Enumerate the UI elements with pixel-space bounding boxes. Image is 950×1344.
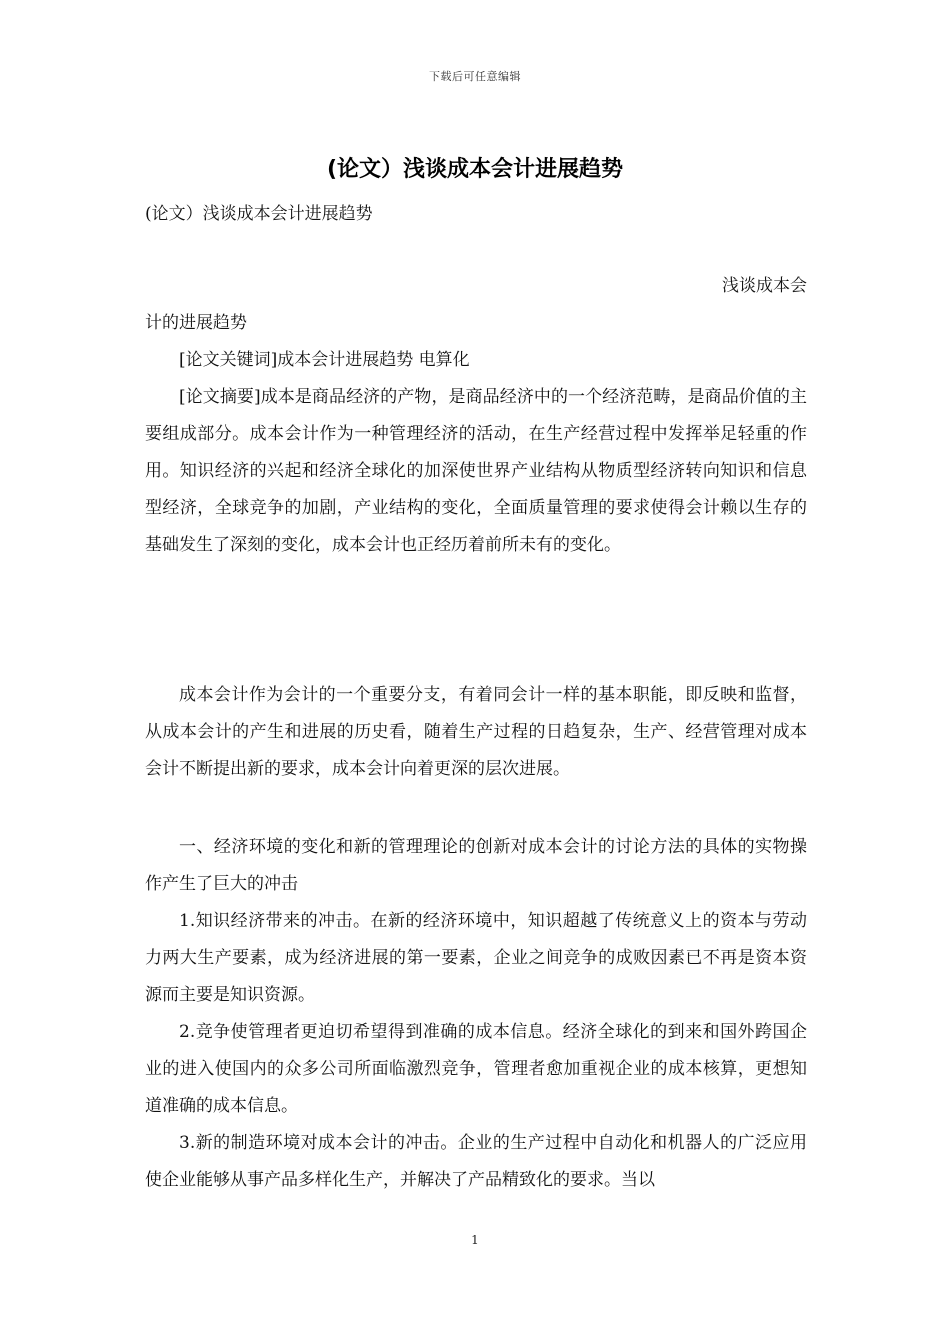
point-one-paragraph: 1.知识经济带来的冲击。在新的经济环境中，知识超越了传统意义上的资本与劳动力两大生产要素，成为经济进展的第一要素，企业之间竞争的成败因素已不再是资本资源而主要是知识资源。 bbox=[145, 911, 807, 1005]
intro-paragraph: 成本会计作为会计的一个重要分支，有着同会计一样的基本职能，即反映和监督，从成本会计的产生和进展的历史看，随着生产过程的日趋复杂，生产、经营管理对成本会计不断提出新的要求，成本会计向着更深的层次进展。 bbox=[145, 685, 807, 779]
right-aligned-heading: 浅谈成本会 bbox=[722, 276, 807, 296]
document-title: (论文）浅谈成本会计进展趋势 bbox=[326, 157, 624, 182]
heading-continuation: 计的进展趋势 bbox=[145, 313, 247, 333]
abstract-paragraph: [论文摘要]成本是商品经济的产物，是商品经济中的一个经济范畴，是商品价值的主要组成部分。成本会计作为一种管理经济的活动，在生产经营过程中发挥举足轻重的作用。知识经济的兴起和经济全球化的加深使世界产业结构从物质型经济转向知识和信息型经济，全球竞争的加剧，产业结构的变化，全面质量管理的要求使得会计赖以生存的基础发生了深刻的变化，成本会计也正经历着前所未有的变化。 bbox=[145, 387, 807, 555]
page-number: 1 bbox=[471, 1233, 479, 1247]
header-note: 下载后可任意编辑 bbox=[429, 70, 521, 83]
section-one-heading: 一、经济环境的变化和新的管理理论的创新对成本会计的讨论方法的具体的实物操作产生了巨大的冲击 bbox=[145, 837, 807, 894]
keywords-line: [论文关键词]成本会计进展趋势 电算化 bbox=[179, 350, 470, 370]
subtitle-line: (论文）浅谈成本会计进展趋势 bbox=[145, 204, 373, 224]
point-three-paragraph: 3.新的制造环境对成本会计的冲击。企业的生产过程中自动化和机器人的广泛应用使企业能够从事产品多样化生产，并解决了产品精致化的要求。当以 bbox=[145, 1133, 807, 1190]
point-two-paragraph: 2.竞争使管理者更迫切希望得到准确的成本信息。经济全球化的到来和国外跨国企业的进入使国内的众多公司所面临激烈竞争，管理者愈加重视企业的成本核算，更想知道准确的成本信息。 bbox=[145, 1022, 807, 1116]
